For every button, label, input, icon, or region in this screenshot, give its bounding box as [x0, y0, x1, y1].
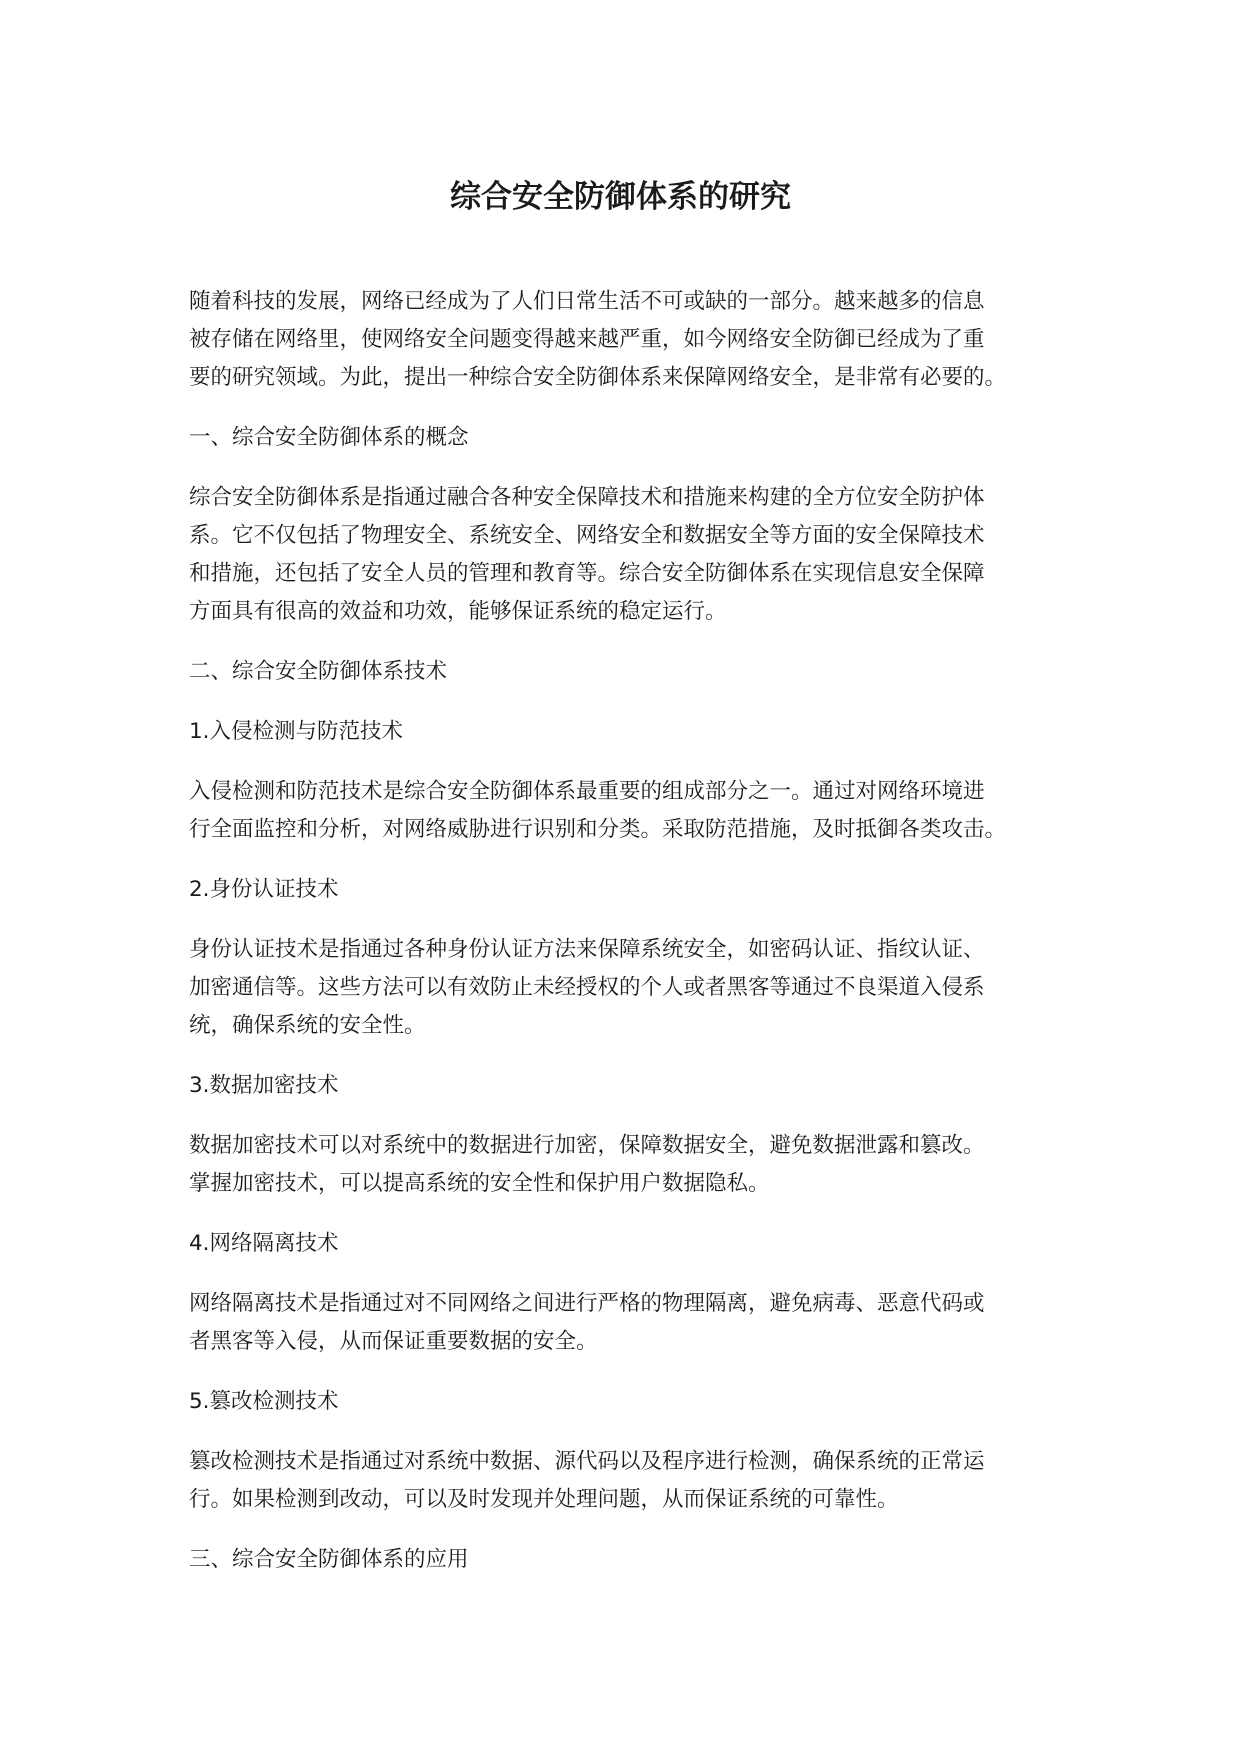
text-line: 被存储在网络里，使网络安全问题变得越来越严重，如今网络安全防御已经成为了重: [189, 327, 985, 352]
text-line: 网络隔离技术是指通过对不同网络之间进行严格的物理隔离，避免病毒、恶意代码或: [189, 1291, 985, 1316]
text-line: 者黑客等入侵，从而保证重要数据的安全。: [189, 1329, 598, 1354]
text-line: 2.身份认证技术: [189, 877, 339, 902]
section-heading: [189, 653, 1079, 691]
text-line: 方面具有很高的效益和功效，能够保证系统的稳定运行。: [189, 599, 727, 624]
section-heading: [189, 871, 1079, 909]
text-line: 3.数据加密技术: [189, 1073, 339, 1098]
text-line: 要的研究领域。为此，提出一种综合安全防御体系来保障网络安全，是非常有必要的。: [189, 365, 1007, 390]
paragraph: [189, 479, 1079, 631]
text-line: 5.篡改检测技术: [189, 1389, 339, 1414]
paragraph: [189, 283, 1079, 397]
text-line: 综合安全防御体系是指通过融合各种安全保障技术和措施来构建的全方位安全防护体: [189, 485, 985, 510]
text-line: 行。如果检测到改动，可以及时发现并处理问题，从而保证系统的可靠性。: [189, 1487, 899, 1512]
text-line: 一、综合安全防御体系的概念: [189, 425, 469, 450]
document-title: 综合安全防御体系的研究: [450, 179, 791, 215]
section-heading: [189, 1225, 1079, 1263]
paragraph: [189, 1285, 1079, 1361]
paragraph: [189, 1443, 1079, 1519]
text-line: 数据加密技术可以对系统中的数据进行加密，保障数据安全，避免数据泄露和篡改。: [189, 1133, 985, 1158]
section-heading: [189, 1067, 1079, 1105]
text-line: 篡改检测技术是指通过对系统中数据、源代码以及程序进行检测，确保系统的正常运: [189, 1449, 985, 1474]
document-body: [189, 283, 1079, 1601]
text-line: 随着科技的发展，网络已经成为了人们日常生活不可或缺的一部分。越来越多的信息: [189, 289, 985, 314]
text-line: 三、综合安全防御体系的应用: [189, 1547, 469, 1572]
text-line: 1.入侵检测与防范技术: [189, 719, 404, 744]
section-heading: [189, 419, 1079, 457]
section-heading: [189, 713, 1079, 751]
section-heading: [189, 1541, 1079, 1579]
text-line: 二、综合安全防御体系技术: [189, 659, 448, 684]
paragraph: [189, 931, 1079, 1045]
text-line: 身份认证技术是指通过各种身份认证方法来保障系统安全，如密码认证、指纹认证、: [189, 937, 985, 962]
text-line: 行全面监控和分析，对网络威胁进行识别和分类。采取防范措施，及时抵御各类攻击。: [189, 817, 1007, 842]
section-heading: [189, 1383, 1079, 1421]
paragraph: [189, 773, 1079, 849]
paragraph: [189, 1127, 1079, 1203]
text-line: 和措施，还包括了安全人员的管理和教育等。综合安全防御体系在实现信息安全保障: [189, 561, 985, 586]
text-line: 统，确保系统的安全性。: [189, 1013, 426, 1038]
text-line: 入侵检测和防范技术是综合安全防御体系最重要的组成部分之一。通过对网络环境进: [189, 779, 985, 804]
text-line: 系。它不仅包括了物理安全、系统安全、网络安全和数据安全等方面的安全保障技术: [189, 523, 985, 548]
text-line: 加密通信等。这些方法可以有效防止未经授权的个人或者黑客等通过不良渠道入侵系: [189, 975, 985, 1000]
text-line: 掌握加密技术，可以提高系统的安全性和保护用户数据隐私。: [189, 1171, 770, 1196]
text-line: 4.网络隔离技术: [189, 1231, 339, 1256]
